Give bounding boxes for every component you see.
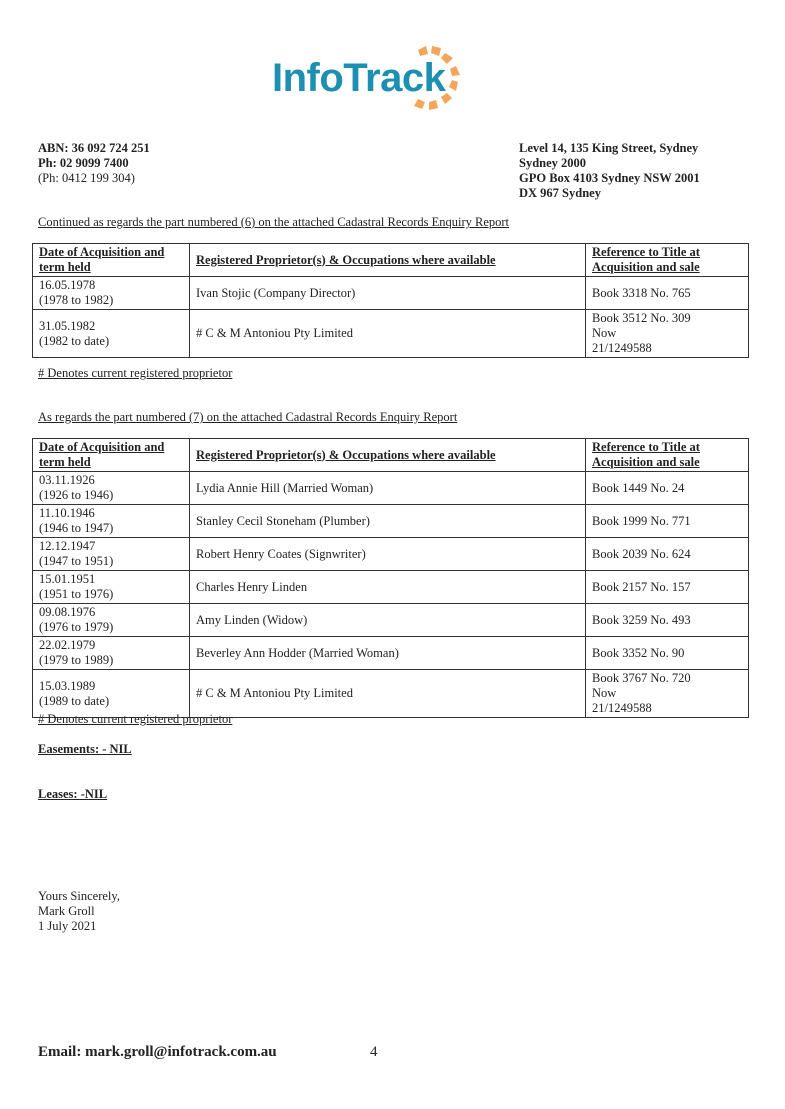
proprietor: Charles Henry Linden — [190, 571, 586, 604]
table-header-row — [33, 439, 749, 472]
proprietor: # C & M Antoniou Pty Limited — [190, 670, 586, 718]
address-line: GPO Box 4103 Sydney NSW 2001 — [519, 171, 700, 185]
acq-date: 09.08.1976 — [39, 605, 96, 619]
table-header-row — [33, 244, 749, 277]
proprietor: Beverley Ann Hodder (Married Woman) — [190, 637, 586, 670]
section2-table — [32, 438, 749, 718]
title-ref: Book 3512 No. 309 — [592, 311, 691, 325]
table-row — [33, 571, 749, 604]
section2-note: # Denotes current registered proprietor — [38, 712, 233, 726]
infotrack-logo — [272, 44, 477, 124]
proprietor: Stanley Cecil Stoneham (Plumber) — [190, 505, 586, 538]
table-row — [33, 670, 749, 718]
logo-wordmark: InfoTrack — [272, 56, 446, 100]
acq-date: 15.03.1989 — [39, 678, 96, 693]
title-ref: Book 1449 No. 24 — [586, 472, 749, 505]
proprietor: # C & M Antoniou Pty Limited — [190, 310, 586, 358]
section1-note: # Denotes current registered proprietor — [38, 366, 233, 380]
table-row — [33, 472, 749, 505]
term: (1947 to 1951) — [39, 554, 114, 568]
acq-date: 03.11.1926 — [39, 473, 95, 487]
title-ref-current: 21/1249588 — [592, 341, 652, 355]
section1-table — [32, 243, 749, 358]
acq-date: 15.01.1951 — [39, 572, 96, 586]
section2-caption: As regards the part numbered (7) on the attached Cadastral Records Enquiry Report — [38, 410, 458, 424]
abn: ABN: 36 092 724 251 — [38, 141, 150, 155]
contact-block — [38, 141, 150, 186]
title-ref: Book 2157 No. 157 — [586, 571, 749, 604]
salutation: Yours Sincerely, — [38, 889, 120, 903]
page-number: 4 — [370, 1044, 378, 1060]
title-ref: Book 3259 No. 493 — [586, 604, 749, 637]
col-reference-header: Reference to Title at Acquisition and sale — [586, 439, 749, 472]
title-ref-current: 21/1249588 — [592, 701, 652, 715]
acq-date: 12.12.1947 — [39, 539, 96, 553]
title-ref: Book 2039 No. 624 — [586, 538, 749, 571]
term: (1946 to 1947) — [39, 521, 114, 535]
col-date-header: Date of Acquisition and term held — [33, 244, 190, 277]
title-ref: Book 3767 No. 720 — [592, 671, 691, 685]
proprietor: Ivan Stojic (Company Director) — [190, 277, 586, 310]
table-row — [33, 505, 749, 538]
table-row — [33, 277, 749, 310]
table-row — [33, 538, 749, 571]
title-ref: Book 3318 No. 765 — [586, 277, 749, 310]
col-date-header: Date of Acquisition and term held — [33, 439, 190, 472]
col-reference-header: Reference to Title at Acquisition and sale — [586, 244, 749, 277]
term: (1979 to 1989) — [39, 653, 114, 667]
table-row — [33, 604, 749, 637]
address-line: Sydney 2000 — [519, 156, 587, 170]
signature-date: 1 July 2021 — [38, 919, 97, 933]
term: (1978 to 1982) — [39, 293, 114, 307]
signatory-name: Mark Groll — [38, 904, 95, 918]
acq-date: 11.10.1946 — [39, 506, 95, 520]
footer-email: Email: mark.groll@infotrack.com.au — [38, 1044, 277, 1060]
term: (1951 to 1976) — [39, 587, 114, 601]
signature-block — [38, 889, 120, 934]
table-row — [33, 637, 749, 670]
acq-date: 16.05.1978 — [39, 278, 96, 292]
mobile: (Ph: 0412 199 304) — [38, 171, 135, 185]
table-row — [33, 310, 749, 358]
section1-caption: Continued as regards the part numbered (6) on the attached Cadastral Records Enquiry Report — [38, 215, 510, 229]
title-ref: Book 1999 No. 771 — [586, 505, 749, 538]
term: (1976 to 1979) — [39, 620, 114, 634]
address-line: DX 967 Sydney — [519, 186, 601, 200]
title-ref: Book 3352 No. 90 — [586, 637, 749, 670]
title-ref-now: Now — [592, 326, 617, 340]
acq-date: 31.05.1982 — [39, 318, 96, 333]
proprietor: Robert Henry Coates (Signwriter) — [190, 538, 586, 571]
proprietor: Lydia Annie Hill (Married Woman) — [190, 472, 586, 505]
address-block — [519, 141, 700, 201]
acq-date: 22.02.1979 — [39, 638, 96, 652]
proprietor: Amy Linden (Widow) — [190, 604, 586, 637]
phone: Ph: 02 9099 7400 — [38, 156, 129, 170]
col-proprietor-header: Registered Proprietor(s) & Occupations where available — [190, 244, 586, 277]
col-proprietor-header: Registered Proprietor(s) & Occupations where available — [190, 439, 586, 472]
leases-heading: Leases: -NIL — [38, 787, 108, 801]
easements-heading: Easements: - NIL — [38, 742, 132, 756]
address-line: Level 14, 135 King Street, Sydney — [519, 141, 699, 155]
title-ref-now: Now — [592, 686, 617, 700]
term: (1982 to date) — [39, 333, 110, 348]
term: (1989 to date) — [39, 693, 110, 708]
term: (1926 to 1946) — [39, 488, 114, 502]
